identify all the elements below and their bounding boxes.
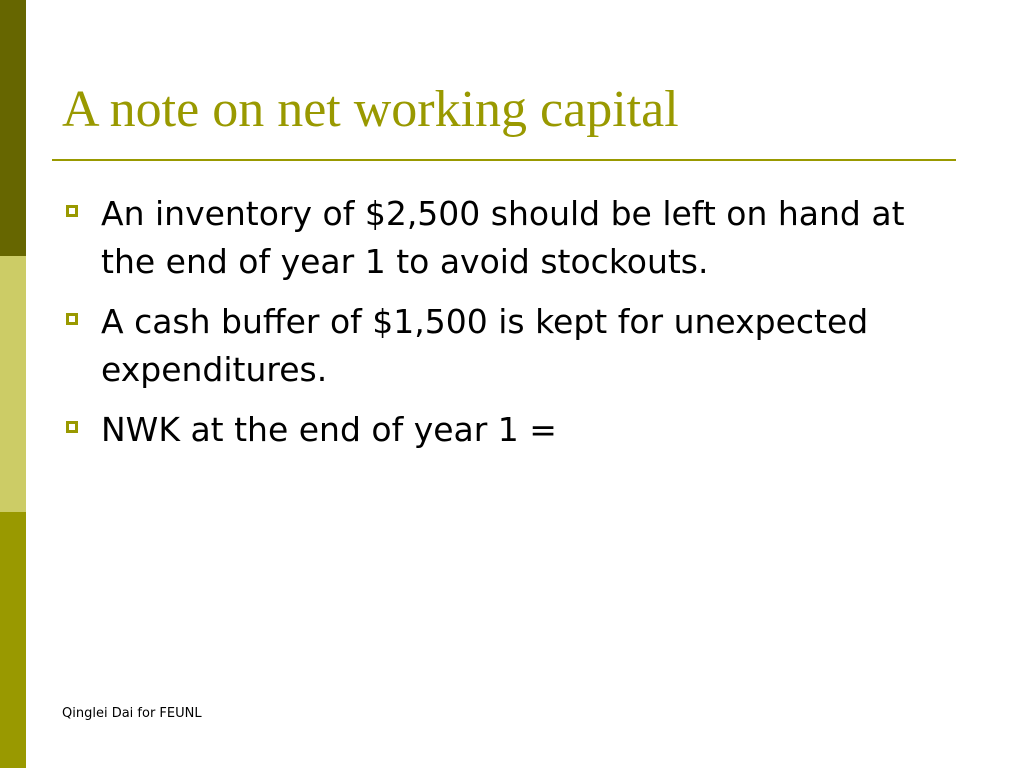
slide-title: A note on net working capital [62,81,679,138]
bullet-text: An inventory of $2,500 should be left on hand at the end of year 1 to avoid stockouts. [101,194,905,281]
bullet-text: A cash buffer of $1,500 is kept for unexpected expenditures. [101,302,869,389]
bullet-item [62,190,942,286]
bullet-text: NWK at the end of year 1 = [101,410,557,449]
bullet-item [62,298,942,394]
side-bar-segment-dark [0,0,26,256]
title-divider [52,159,956,161]
side-color-bar [0,0,26,768]
side-bar-segment-light [0,256,26,512]
hollow-square-bullet-icon [66,313,78,325]
side-bar-segment-mid [0,512,26,768]
bullet-list [62,190,942,466]
slide-footer: Qinglei Dai for FEUNL [62,706,202,721]
hollow-square-bullet-icon [66,421,78,433]
hollow-square-bullet-icon [66,205,78,217]
bullet-item [62,406,942,454]
